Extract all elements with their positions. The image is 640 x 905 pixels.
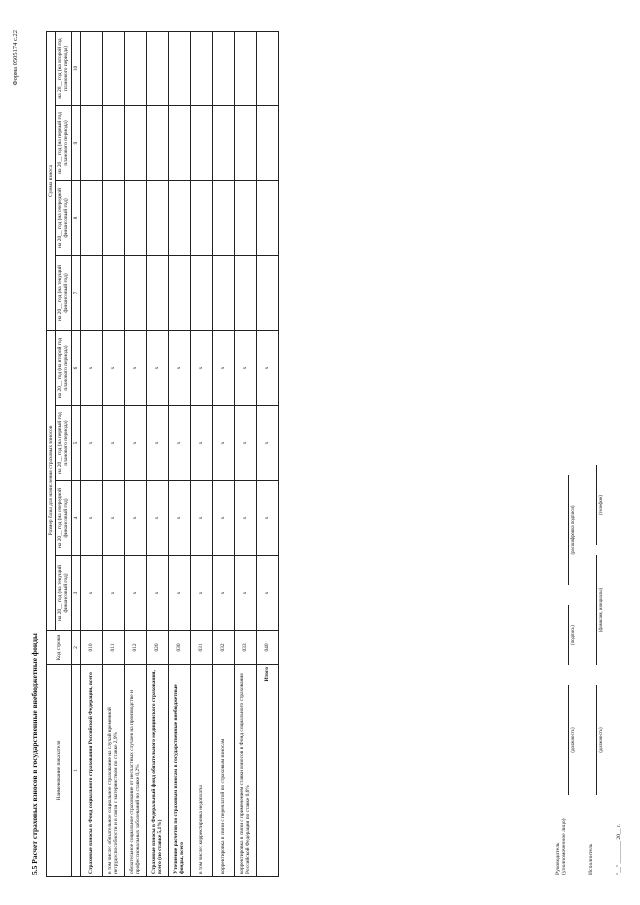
base-cell-x: x xyxy=(80,556,102,631)
base-cell-x: x xyxy=(146,481,168,556)
base-cell-x: x xyxy=(168,330,190,405)
indicator-name: Страховые взносы в Фонд социального страхования Российской Федерации, всего xyxy=(80,665,102,877)
amount-cell xyxy=(124,255,146,330)
base-cell-x: x xyxy=(168,556,190,631)
column-number: 10 xyxy=(71,31,80,105)
amount-cell xyxy=(212,255,234,330)
amount-cell xyxy=(234,180,256,255)
head-position-caption: (должность) xyxy=(571,727,576,753)
base-cell-x: x xyxy=(190,406,212,481)
table-body xyxy=(80,31,278,876)
amount-cell xyxy=(168,105,190,180)
amount-cell xyxy=(124,105,146,180)
indicator-name: корректировка в связи с переплатой по страховым взносам xyxy=(212,665,234,877)
base-cell-x: x xyxy=(234,481,256,556)
amount-cell xyxy=(80,255,102,330)
base-cell-x: x xyxy=(102,330,124,405)
amount-cell xyxy=(80,105,102,180)
table-row xyxy=(102,31,124,876)
amount-cell xyxy=(146,31,168,105)
column-number: 9 xyxy=(71,105,80,180)
header-row-code: Код строки xyxy=(47,631,72,665)
executor-position-caption: (должность) xyxy=(599,727,604,753)
amount-cell xyxy=(190,105,212,180)
period-header: на 20__ год (на очередной финансовый год) xyxy=(56,180,71,255)
table-row xyxy=(234,31,256,876)
base-cell-x: x xyxy=(124,481,146,556)
amount-cell xyxy=(234,105,256,180)
row-code: 032 xyxy=(212,631,234,665)
amount-cell xyxy=(168,31,190,105)
table-row xyxy=(124,31,146,876)
base-cell-x: x xyxy=(102,556,124,631)
indicator-name: Уточнение расчетов по страховым взносам в государственные внебюджетные фонды, всего xyxy=(168,665,190,877)
amount-cell xyxy=(256,180,278,255)
base-cell-x: x xyxy=(256,406,278,481)
base-cell-x: x xyxy=(146,556,168,631)
table-row xyxy=(190,31,212,876)
amount-cell xyxy=(124,180,146,255)
indicator-name: в том числе: корректировка недоплаты xyxy=(190,665,212,877)
base-cell-x: x xyxy=(212,481,234,556)
head-signature-caption: (подпись) xyxy=(571,625,576,645)
base-cell-x: x xyxy=(256,330,278,405)
row-code: 012 xyxy=(124,631,146,665)
base-cell-x: x xyxy=(234,406,256,481)
amount-cell xyxy=(212,31,234,105)
base-cell-x: x xyxy=(168,406,190,481)
base-cell-x: x xyxy=(212,556,234,631)
column-number: 4 xyxy=(71,481,80,556)
period-header: на 20__ год (на второй год планового периода) xyxy=(56,31,71,105)
executor-fio-line xyxy=(596,555,597,665)
header-base-group: Размер базы для начисления страховых взносов xyxy=(47,330,56,630)
row-code: 030 xyxy=(168,631,190,665)
table-row xyxy=(146,31,168,876)
amount-cell xyxy=(80,31,102,105)
amount-cell xyxy=(256,31,278,105)
header-sum-group: Сумма взноса xyxy=(47,31,56,330)
amount-cell xyxy=(212,180,234,255)
row-code: 011 xyxy=(102,631,124,665)
base-cell-x: x xyxy=(146,406,168,481)
amount-cell xyxy=(146,180,168,255)
column-number: 2 xyxy=(71,631,80,665)
period-header: на 20__ год (на первый год планового периода) xyxy=(56,406,71,481)
row-code: 033 xyxy=(234,631,256,665)
total-row xyxy=(256,31,278,876)
executor-phone-caption: (телефон) xyxy=(599,494,604,516)
amount-cell xyxy=(256,255,278,330)
indicator-name: обязательное социальное страхование от несчастных случаев на производстве и профессиональных заболеваний по ставке 0,2% xyxy=(124,665,146,877)
base-cell-x: x xyxy=(190,481,212,556)
period-header: на 20__ год (на текущий финансовый год) xyxy=(56,255,71,330)
indicator-name: Страховые взносы в Федеральный фонд обязательного медицинского страхования, всего (по ставке 5,1%) xyxy=(146,665,168,877)
base-cell-x: x xyxy=(190,556,212,631)
column-number: 6 xyxy=(71,330,80,405)
amount-cell xyxy=(102,255,124,330)
amount-cell xyxy=(256,105,278,180)
period-header: на 20__ год (на очередной финансовый год) xyxy=(56,481,71,556)
column-number: 5 xyxy=(71,406,80,481)
executor-label: Исполнитель xyxy=(588,843,594,875)
amount-cell xyxy=(168,255,190,330)
column-number: 3 xyxy=(71,556,80,631)
amount-cell xyxy=(234,31,256,105)
head-decoding-line xyxy=(568,475,569,585)
amount-cell xyxy=(102,105,124,180)
period-header: на 20__ год (на первый год планового периода) xyxy=(56,105,71,180)
column-number-row xyxy=(71,31,80,876)
header-indicator-name: Наименование показателя xyxy=(47,665,72,877)
amount-cell xyxy=(124,31,146,105)
base-cell-x: x xyxy=(80,481,102,556)
base-cell-x: x xyxy=(212,406,234,481)
amount-cell xyxy=(212,105,234,180)
row-code: 020 xyxy=(146,631,168,665)
indicator-name: корректировка в связи с применением ставки взносов в Фонд социального страхования Российской Федерации по ставке 0,6% xyxy=(234,665,256,877)
date-line: "__" ________ 20__ г. xyxy=(616,824,622,875)
base-cell-x: x xyxy=(102,406,124,481)
amount-cell xyxy=(190,31,212,105)
column-number: 7 xyxy=(71,255,80,330)
indicator-name: в том числе: обязательное социальное страхование на случай временной нетрудоспособности и в связи с материнством по ставке 2,9% xyxy=(102,665,124,877)
section-title: 5.5 Расчет страховых взносов в государственные внебюджетные фонды xyxy=(30,633,39,875)
table-row xyxy=(212,31,234,876)
indicator-name: Итого xyxy=(256,665,278,877)
base-cell-x: x xyxy=(80,406,102,481)
base-cell-x: x xyxy=(256,556,278,631)
base-cell-x: x xyxy=(234,556,256,631)
row-code: 040 xyxy=(256,631,278,665)
base-cell-x: x xyxy=(256,481,278,556)
amount-cell xyxy=(80,180,102,255)
executor-fio-caption: (фамилия, инициалы) xyxy=(599,587,604,633)
amount-cell xyxy=(168,180,190,255)
contributions-table xyxy=(46,31,279,877)
column-number: 8 xyxy=(71,180,80,255)
amount-cell xyxy=(190,255,212,330)
base-cell-x: x xyxy=(80,330,102,405)
column-number: 1 xyxy=(71,665,80,877)
table-row xyxy=(168,31,190,876)
form-code: Форма 0505174 с.22 xyxy=(12,30,19,86)
executor-phone-line xyxy=(596,465,597,545)
head-decoding-caption: (расшифровка подписи) xyxy=(571,505,576,555)
head-position-line xyxy=(568,685,569,795)
amount-cell xyxy=(146,255,168,330)
amount-cell xyxy=(190,180,212,255)
period-header: на 20__ год (на текущий финансовый год) xyxy=(56,556,71,631)
head-label: Руководитель (уполномоченное лицо) xyxy=(555,818,567,875)
table-row xyxy=(80,31,102,876)
base-cell-x: x xyxy=(124,556,146,631)
base-cell-x: x xyxy=(102,481,124,556)
base-cell-x: x xyxy=(234,330,256,405)
row-code: 010 xyxy=(80,631,102,665)
amount-cell xyxy=(102,180,124,255)
amount-cell xyxy=(234,255,256,330)
amount-cell xyxy=(102,31,124,105)
base-cell-x: x xyxy=(212,330,234,405)
base-cell-x: x xyxy=(146,330,168,405)
executor-position-line xyxy=(596,685,597,795)
row-code: 031 xyxy=(190,631,212,665)
base-cell-x: x xyxy=(124,406,146,481)
base-cell-x: x xyxy=(168,481,190,556)
head-signature-line xyxy=(568,605,569,665)
base-cell-x: x xyxy=(124,330,146,405)
base-cell-x: x xyxy=(190,330,212,405)
period-header: на 20__ год (на второй год планового периода) xyxy=(56,330,71,405)
amount-cell xyxy=(146,105,168,180)
